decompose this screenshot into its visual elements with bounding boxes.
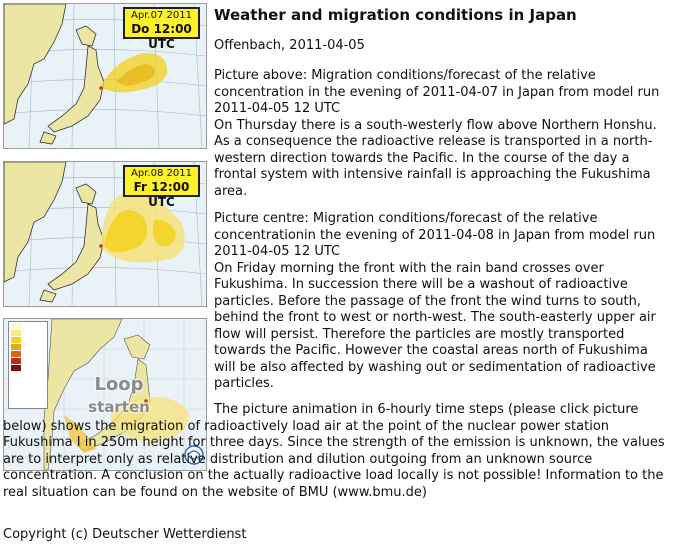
copyright: Copyright (c) Deutscher Wetterdienst xyxy=(3,527,247,542)
caption-picture-centre: Picture centre: Migration conditions/forecast of the relative concentrationin the evening of 2011-04-08 in Japan from model run 2011-04-05 12 UTC xyxy=(214,211,656,259)
page-title: Weather and migration conditions in Japan xyxy=(214,6,577,24)
forecast-time: Do 12:00 UTC xyxy=(131,22,192,51)
caption-picture-above: Picture above: Migration conditions/forecast of the relative concentration in the evening of 2011-04-07 in Japan from model run 2011-04-05 12 UTC xyxy=(214,68,660,116)
forecast-time: Fr 12:00 UTC xyxy=(133,180,190,209)
forecast-map-apr07[interactable] xyxy=(3,3,207,149)
start-label: starten xyxy=(88,398,150,416)
map-legend xyxy=(8,321,48,409)
forecast-date: Apr.07 2011 xyxy=(131,10,192,21)
forecast-time-stamp xyxy=(123,7,200,51)
forecast-map-apr08[interactable] xyxy=(3,161,207,307)
forecast-time-stamp xyxy=(123,165,200,209)
paragraph-picture-centre xyxy=(214,211,672,393)
loop-label: Loop xyxy=(94,374,144,395)
body-picture-above: On Thursday there is a south-westerly flow above Northern Honshu. As a consequence the radioactive release is transported in a north-western direction towards the Pacific. In the course of the day a frontal system with intensive rainfall is approaching the Fukushima area. xyxy=(214,117,657,199)
dateline: Offenbach, 2011-04-05 xyxy=(214,38,365,53)
paragraph-picture-above xyxy=(214,68,672,200)
paragraph-animation: The picture animation in 6-hourly time steps (please click picture below) shows the migration of radioactively load air at the point of the nuclear power station Fukushima I in 250m height for three days. Since the strength of the emission is unknown, the values are to interpret only as relative distribution and dilution outgoing from an unknown source concentration. A conclusion on the actually radioactive load locally is not possible! Information to the real situation can be found on the website of BMU (www.bmu.de) xyxy=(3,402,665,500)
forecast-date: Apr.08 2011 xyxy=(131,168,192,179)
body-picture-centre: On Friday morning the front with the rain band crosses over Fukushima. In succession there will be a washout of radioactive particles. Before the passage of the front the wind turns to south, behind the front to west or north-west. The south-easterly upper air flow will persist. Therefore the particles are mostly transported towards the Pacific. However the coastal areas north of Fukushima will be also affected by washing out or sedimentation of radioactive particles. xyxy=(214,260,656,391)
